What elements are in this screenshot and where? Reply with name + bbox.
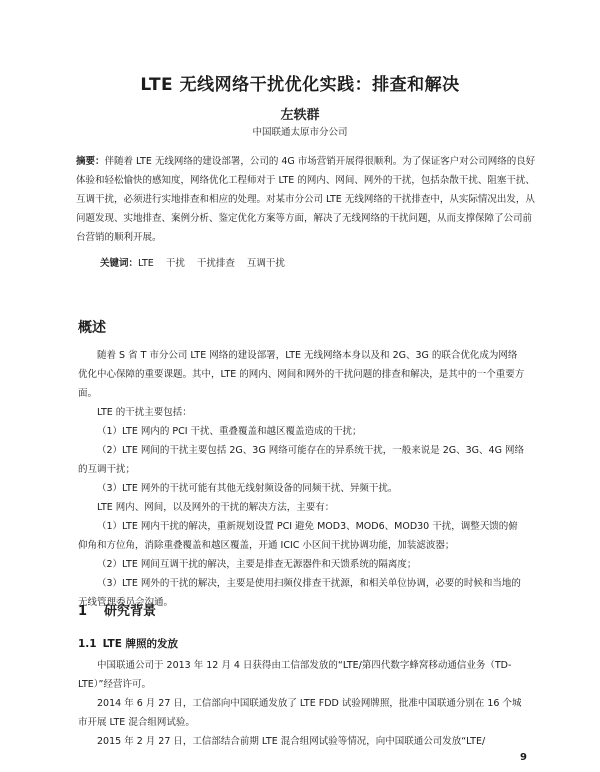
abstract-label: 摘要： [76, 156, 105, 167]
paragraph: 2014 年 6 月 27 日，工信部向中国联通发放了 LTE FDD 试验网牌照，批准中国联通分别在 16 个城市开展 LTE 混合组网试验。 [78, 698, 522, 728]
keywords-label: 关键词： [100, 258, 139, 269]
overview-body [78, 346, 526, 612]
affiliation: 中国联通太原市分公司 [252, 127, 348, 138]
paragraph: （2）LTE 网间的干扰主要包括 2G、3G 网络可能存在的异系统干扰，一般来说是 2G、3G、4G 网络的互调干扰； [78, 445, 524, 475]
section-heading-1 [78, 600, 156, 619]
keyword: 互调干扰 [246, 258, 285, 269]
keyword: LTE [138, 258, 154, 269]
paragraph: （2）LTE 网间互调干扰的解决，主要是排查无源器件和天馈系统的隔离度； [97, 559, 417, 570]
keywords [100, 255, 297, 269]
paragraph: 2015 年 2 月 27 日，工信部结合前期 LTE 混合组网试验等情况，向中国联通公司发放“LTE/ [97, 736, 486, 747]
section-heading-overview: 概述 [78, 320, 106, 336]
abstract [76, 152, 536, 247]
abstract-text: 伴随着 LTE 无线网络的建设部署，公司的 4G 市场营销开展得很顺利。为了保证客户对公司网络的良好体验和轻松愉快的感知度，网络优化工程师对于 LTE 的网内、网间、网外的干扰，包括杂散干扰、阻塞干扰、互调干扰，必须进行实地排查和相应的处理。对某市分公司 LTE 无线网络的干扰排查中，从实际情况出发，从问题发现、实地排查、案例分析、鉴定优化方案等方面，解决了无线网络的干扰问题，从而支撑保障了公司前台营销的顺利开展。 [76, 156, 536, 243]
paragraph: LTE 的干扰主要包括： [97, 407, 192, 418]
paragraph: 中国联通公司于 2013 年 12 月 4 日获得由工信部发放的“LTE/第四代数字蜂窝移动通信业务（TD-LTE）”经营许可。 [78, 660, 512, 690]
subsection-body [78, 656, 526, 751]
subsection-heading-1-1 [78, 636, 178, 651]
paragraph: 随着 S 省 T 市分公司 LTE 网络的建设部署，LTE 无线网络本身以及和 2G、3G 的联合优化成为网络优化中心保障的重要课题。其中，LTE 的网内、网间和网外的干扰问题的排查和解决，是其中的一个重要方面。 [78, 350, 525, 399]
paragraph: （3）LTE 网外的干扰可能有其他无线射频设备的同频干扰、异频干扰。 [97, 483, 398, 494]
subsection-number: 1.1 [78, 638, 97, 650]
author-name: 左轶群 [280, 108, 320, 123]
paragraph: （3）LTE 网外的干扰的解决，主要是使用扫频仪排查干扰源，和相关单位协调，必要的时候和当地的无线管理委员会沟通。 [78, 578, 521, 608]
paragraph: （1）LTE 网内的 PCI 干扰、重叠覆盖和越区覆盖造成的干扰； [97, 426, 362, 437]
paragraph: （1）LTE 网内干扰的解决，重新规划设置 PCI 避免 MOD3、MOD6、MOD30 干扰，调整天馈的俯仰角和方位角，消除重叠覆盖和越区覆盖，开通 ICIC 小区间干扰协调功能，加装滤波器； [78, 521, 518, 551]
keyword: 干扰排查 [196, 258, 235, 269]
keyword: 干扰 [165, 258, 185, 269]
section-number: 1 [78, 604, 88, 619]
page-number: 9 [520, 752, 527, 763]
section-title: 研究背景 [104, 604, 157, 619]
subsection-title: LTE 牌照的发放 [102, 638, 179, 650]
paper-title: LTE 无线网络干扰优化实践：排查和解决 [140, 75, 460, 95]
paragraph: LTE 网内、网间，以及网外的干扰的解决方法，主要有： [97, 502, 335, 513]
